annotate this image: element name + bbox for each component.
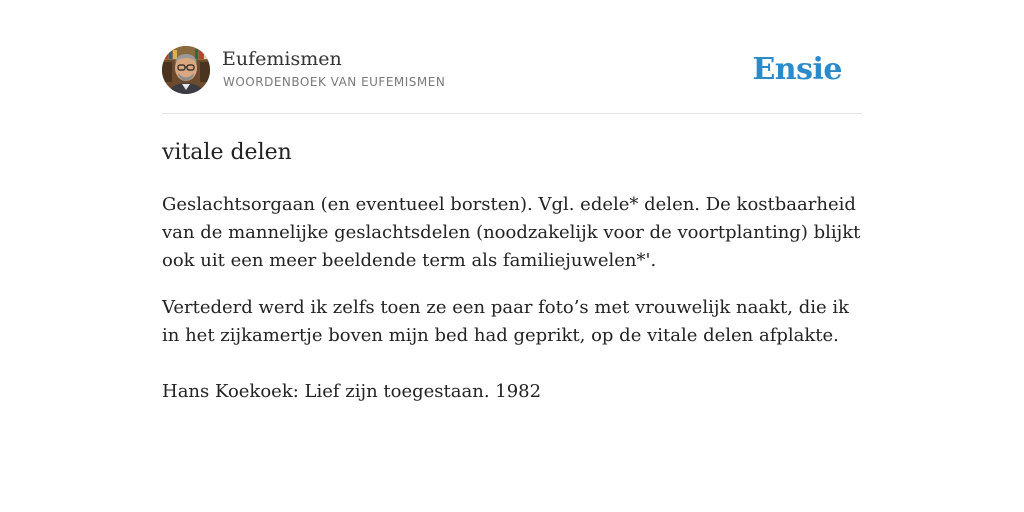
entry-definition: Geslachtsorgaan (en eventueel borsten). Vgl. edele* delen. De kostbaarheid van de mannelijke geslachtsdelen (noodzakelijk voor de voortplanting) blijkt ook uit een meer beeldende term als familiejuwelen*'. bbox=[162, 194, 861, 271]
entry-example: Vertederd werd ik zelfs toen ze een paar foto’s met vrouwelijk naakt, die ik in het zijkamertje boven mijn bed had geprikt, op de vitale delen afplakte. bbox=[162, 297, 850, 346]
author-subtitle: WOORDENBOEK VAN EUFEMISMEN bbox=[223, 75, 446, 89]
entry-term: vitale delen bbox=[162, 140, 292, 165]
author-avatar[interactable] bbox=[162, 46, 210, 94]
entry-source: Hans Koekoek: Lief zijn toegestaan. 1982 bbox=[162, 381, 542, 402]
ensie-logo[interactable]: Ensie bbox=[752, 52, 842, 87]
entry-card bbox=[162, 46, 862, 406]
entry-header bbox=[162, 46, 862, 114]
author-name[interactable]: Eufemismen bbox=[222, 48, 342, 70]
author-portrait-icon bbox=[162, 46, 210, 94]
